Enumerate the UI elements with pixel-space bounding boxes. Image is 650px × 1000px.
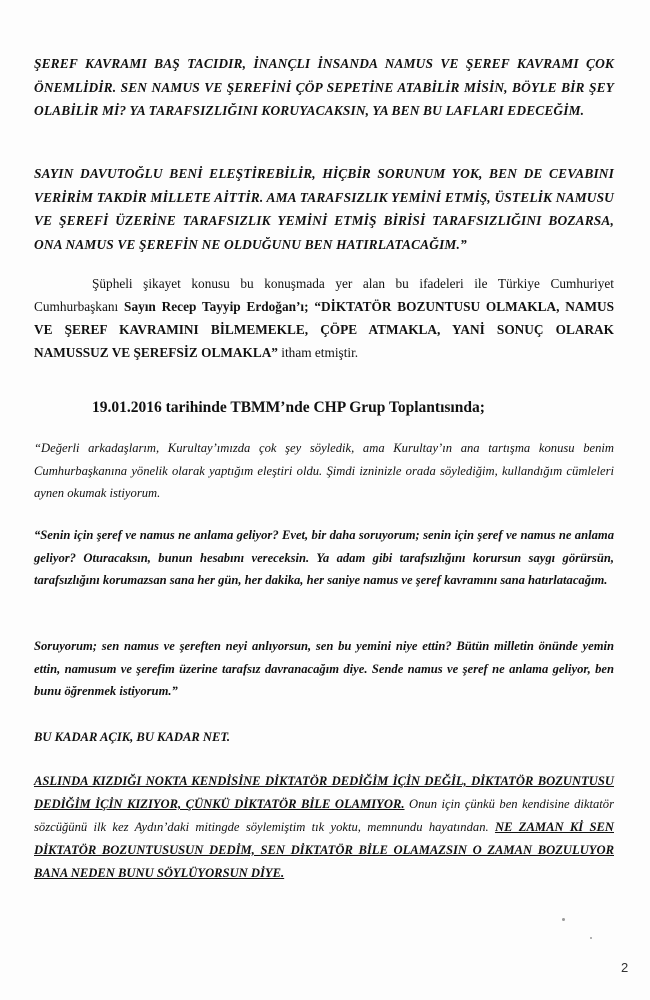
- scan-speck: [562, 918, 565, 921]
- page-number: 2: [621, 960, 629, 975]
- quote-paragraph-1: ŞEREF KAVRAMI BAŞ TACIDIR, İNANÇLI İNSANDA NAMUS VE ŞEREF KAVRAMI ÇOK ÖNEMLİDİR. SEN NAMUS VE ŞEREFİNİ ÇÖP SEPETİNE ATABİLİR MİSİN, BÖYLE BİR ŞEY OLABİLİR Mİ? YA TARAFSIZLIĞINI KORUYACAKSIN, YA BEN BU LAFLARI EDECEĞİM.: [34, 56, 614, 118]
- speech-paragraph-2: “Senin için şeref ve namus ne anlama geliyor? Evet, bir daha soruyorum; senin için şeref ve namus ne anlama geliyor? Oturacaksın, bunun hesabını vereceksin. Ya adam gibi tarafsızlığını korursun saygı görürsün, tarafsızlığını korumazsan sana her gün, her dakika, her saniye namus ve şeref kavramını sana hatırlatacağım.: [34, 528, 614, 587]
- emphasis-line: BU KADAR AÇIK, BU KADAR NET.: [34, 730, 231, 744]
- complaint-text: Şüpheli şikayet konusu bu konuşmada yer alan bu ifadeleri ile Türkiye Cumhuriyet Cumhurbaşkanı: [34, 276, 614, 314]
- complaint-paragraph: [34, 272, 614, 364]
- complaint-accusation: Sayın Recep Tayyip Erdoğan’ı; “DİKTATÖR BOZUNTUSU OLMAKLA, NAMUS VE ŞEREF KAVRAMINI BİLMEMEKLE, ÇÖPE ATMAKLA, YANİ SONUÇ OLARAK NAMUSSUZ VE ŞEREFSİZ OLMAKLA”: [34, 299, 614, 360]
- closing-underlined-1: ASLINDA KIZDIĞI NOKTA KENDİSİNE DİKTATÖR DEDİĞİM İÇİN DEĞİL, DİKTATÖR BOZUNTUSU DEDİĞİM İÇİN KIZIYOR, ÇÜNKÜ DİKTATÖR BİLE OLAMIYOR.: [34, 774, 614, 811]
- quote-paragraph-2: SAYIN DAVUTOĞLU BENİ ELEŞTİREBİLİR, HİÇBİR SORUNUM YOK, BEN DE CEVABINI VERİRİM TAKDİR MİLLETE AİTTİR. AMA TARAFSIZLIK YEMİNİ ETMİŞ, ÜSTELİK NAMUSU VE ŞEREFİ ÜZERİNE TARAFSIZLIK YEMİNİ ETMİŞ BİRİSİ TARAFSIZLIĞINI BOZARSA, ONA NAMUS VE ŞEREFİN NE OLDUĞUNU BEN HATIRLATACAĞIM.”: [34, 166, 614, 252]
- closing-underlined-2: NE ZAMAN Kİ SEN DİKTATÖR BOZUNTUSUSUN DEDİM, SEN DİKTATÖR BİLE OLAMAZSIN O ZAMAN BOZULUYOR BANA NEDEN BUNU SÖYLÜYORSUN DİYE.: [34, 820, 614, 880]
- scan-speck: [590, 937, 592, 939]
- closing-paragraph: [34, 770, 614, 885]
- section-heading: 19.01.2016 tarihinde TBMM’nde CHP Grup Toplantısında;: [92, 399, 485, 416]
- complaint-ending: itham etmiştir.: [277, 345, 359, 360]
- speech-paragraph-1: “Değerli arkadaşlarım, Kurultay’ımızda çok şey söyledik, ama Kurultay’ın ana tartışma konusu benim Cumhurbaşkanına yönelik olarak yaptığım eleştiri oldu. Şimdi izninizle orada söylediğim, kullandığım cümleleri aynen okumak istiyorum.: [34, 441, 614, 500]
- speech-paragraph-3: Soruyorum; sen namus ve şereften neyi anlıyorsun, sen bu yemini niye ettin? Bütün milletin önünde yemin ettin, namusum ve şerefim üzerine tarafsız davranacağım diye. Sende namus ve şeref ne anlama geliyor, ben bunu öğrenmek istiyorum.”: [34, 639, 614, 698]
- closing-text: Onun için çünkü ben kendisine diktatör sözcüğünü ilk kez Aydın’daki mitingde söylemiştim tık yoktu, memnundu hayatından.: [34, 797, 614, 834]
